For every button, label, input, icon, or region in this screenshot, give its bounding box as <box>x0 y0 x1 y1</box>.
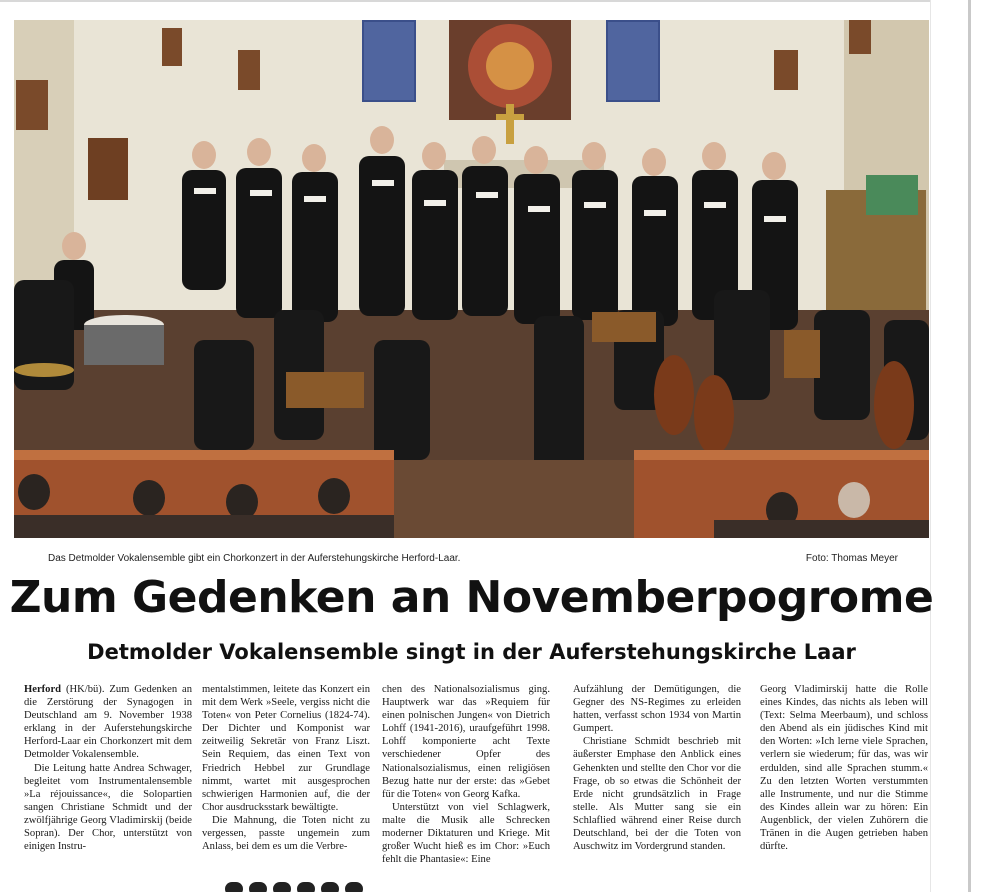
paragraph: Unterstützt von viel Schlagwerk, malte die Musik alle Schrecken moderner Diktaturen und Kriege. Mit großer Wucht hieß es im Chor: »Euch fehlt die Phantasie«: Eine <box>382 801 550 866</box>
article-column-1 <box>24 683 192 853</box>
byline: (HK/bü). <box>65 684 105 695</box>
paragraph: Die Mahnung, die Toten nicht zu vergessen, passte ungemein zum Anlass, bei dem es um die Verbre- <box>202 814 370 853</box>
next-headline-fragment <box>225 882 425 892</box>
caption-text: Das Detmolder Vokalensemble gibt ein Chorkonzert in der Auferstehungskirche Herford-Laar. <box>48 553 461 564</box>
paragraph-text: Zum Gedenken an die Zerstörung der Synagogen in Deutschland am 9. November 1938 erklang in der Auferstehungskirche Herford-Laar ein Chorkonzert mit dem Detmolder Vokalensemble. <box>24 684 192 761</box>
photo-credit: Foto: Thomas Meyer <box>805 553 898 564</box>
paragraph: Georg Vladimirskij hatte die Rolle eines Kindes, das nichts als leben will (Text: Selma Meerbaum), und schloss den Abend als ein jüdisches Kind mit den Worten: »Ich lerne viele Sprachen, verlern sie wiederum; für das, was wir erdulden, sind alle Sprachen stumm.« Zu den letzten Worten verstummten alle Instrumente, und nur die Stimme des Kindes allein war zu hören: Ein Augenblick, der vielen Zuhörern die Tränen in die Augen getrieben haben dürfte. <box>760 684 928 853</box>
concert-photo <box>14 20 929 538</box>
headline: Zum Gedenken an Novemberpogrome <box>9 572 934 623</box>
article-column-2 <box>202 683 370 853</box>
paragraph: chen des Nationalsozialismus ging. Hauptwerk war das »Requiem für einen polnischen Jungen« von Dietrich Lohff (1941-2016), uraufgeführt 1998. Lohff komponierte acht Texte verschiedener Opfer des Nationalsozialismus, einen religiösen Bezug hatte nur der erste: das »Gebet für die Toten« von Georg Kafka. <box>382 684 550 800</box>
article-column-5 <box>760 683 928 853</box>
photo-caption <box>48 553 898 569</box>
article-column-3 <box>382 683 550 866</box>
paragraph <box>24 683 192 762</box>
dateline: Herford <box>24 684 62 695</box>
article-column-4 <box>573 683 741 853</box>
concert-photo-illustration <box>14 20 929 538</box>
paragraph: Christiane Schmidt beschrieb mit äußerster Emphase den Anblick eines Gehenkten und stellte den Chor vor die Frage, ob so etwas die Schönheit der Erde nicht grundsätzlich in Frage stelle. Als Mutter sang sie ein Schlaflied während einer Reise durch Deutschland, bei der die Toten von Auschwitz im Vordergrund standen. <box>573 736 741 853</box>
article-body <box>24 683 936 878</box>
page-top-rule <box>0 0 930 2</box>
page-edge <box>968 0 971 892</box>
paragraph: Aufzählung der Demütigungen, die Gegner des NS-Regimes zu erleiden hatten, verfasst schon 1934 von Martin Gumpert. <box>573 684 741 735</box>
subheadline: Detmolder Vokalensemble singt in der Auferstehungskirche Laar <box>87 640 856 664</box>
paragraph: Die Leitung hatte Andrea Schwager, begleitet vom Instrumentalensemble »La réjouissance«, die Solopartien sangen Christiane Schmidt und der zwölfjährige Georg Vladimirskij (beide Sopran). Der Chor, unterstützt von einigen Instru- <box>24 762 192 853</box>
paragraph: mentalstimmen, leitete das Konzert ein mit dem Werk »Seele, vergiss nicht die Toten« von Peter Cornelius (1824-74). Der Dichter und Komponist war zeitweilig Sekretär von Franz Liszt. Sein Requiem, das einen Text von Friedrich Hebbel zur Grundlage nimmt, wartet mit ausgesprochen schwierigen Harmonien auf, die der Chor ausdrucksstark bewältigte. <box>202 684 370 813</box>
